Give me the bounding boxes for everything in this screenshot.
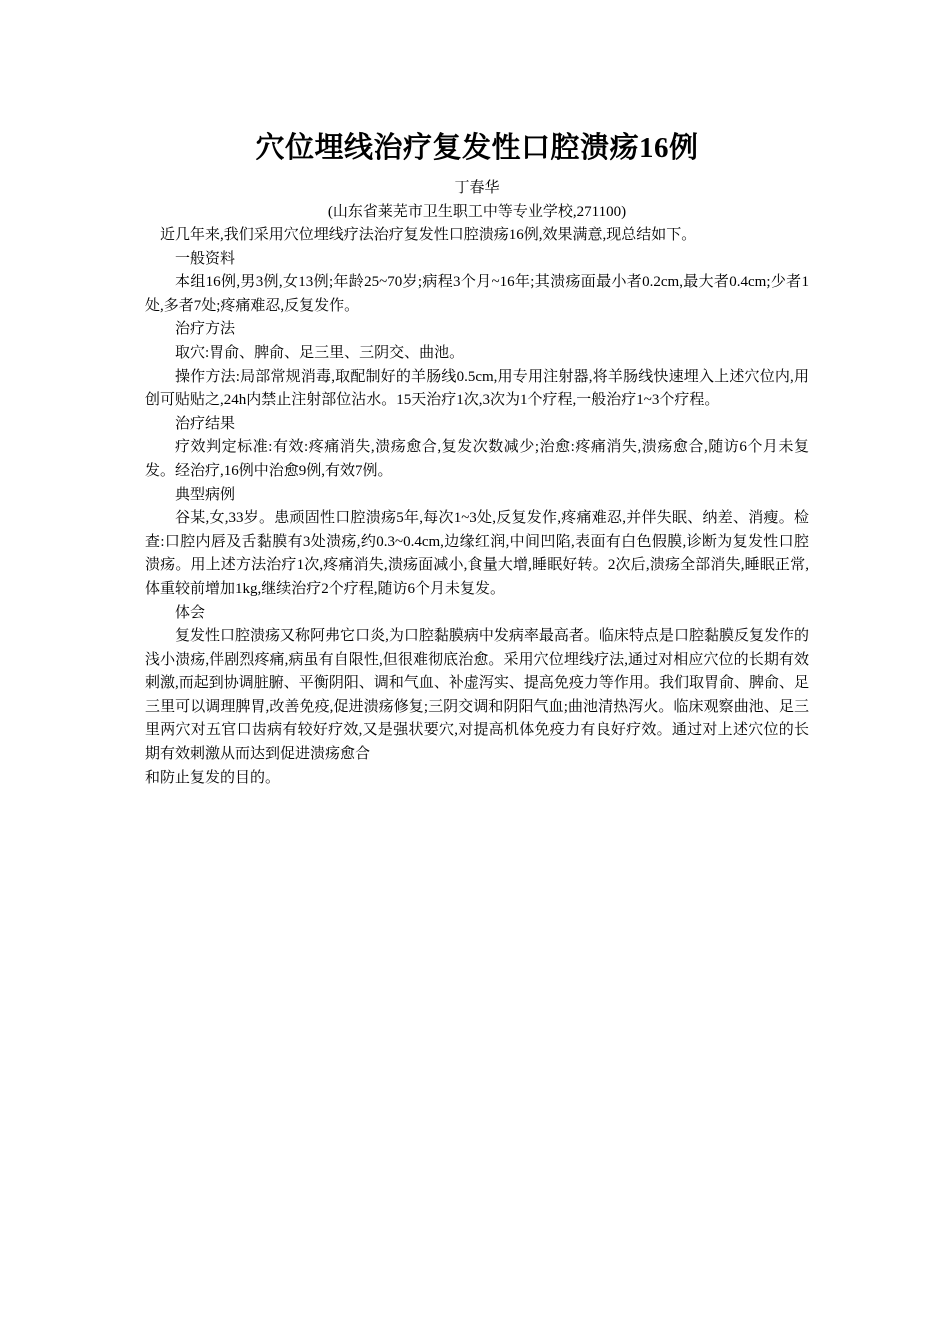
intro-paragraph: 近几年来,我们采用穴位埋线疗法治疗复发性口腔溃疡16例,效果满意,现总结如下。 <box>160 227 697 243</box>
author-name: 丁春华 <box>454 180 500 196</box>
experience-paragraph: 复发性口腔溃疡又称阿弗它口炎,为口腔黏膜病中发病率最高者。临床特点是口腔黏膜反复发作的浅小溃疡,伴剧烈疼痛,病虽有自限性,但很难彻底治愈。采用穴位埋线疗法,通过对相应穴位的长期有效刺激,而起到协调脏腑、平衡阴阳、调和气血、补虚泻实、提高免疫力等作用。我们取胃俞、脾俞、足三里可以调理脾胃,改善免疫,促进溃疡修复;三阴交调和阴阳气血;曲池清热泻火。临床观察曲池、足三里两穴对五官口齿病有较好疗效,又是强状要穴,对提高机体免疫力有良好疗效。通过对上述穴位的长期有效刺激从而达到促进溃疡愈合 <box>145 628 809 763</box>
section-heading-result: 治疗结果 <box>175 415 236 432</box>
general-paragraph: 本组16例,男3例,女13例;年龄25~70岁;病程3个月~16年;其溃疡面最小者0.2cm,最大者0.4cm;少者1处,多者7处;疼痛难忍,反复发作。 <box>145 274 809 314</box>
method-acupoints-paragraph: 取穴:胃俞、脾俞、足三里、三阴交、曲池。 <box>175 344 465 361</box>
experience-closing-line: 和防止复发的目的。 <box>145 769 281 786</box>
result-paragraph: 疗效判定标准:有效:疼痛消失,溃疡愈合,复发次数减少;治愈:疼痛消失,溃疡愈合,随访6个月未复发。经治疗,16例中治愈9例,有效7例。 <box>145 439 809 479</box>
article-title: 穴位埋线治疗复发性口腔溃疡16例 <box>255 132 699 164</box>
case-paragraph: 谷某,女,33岁。患顽固性口腔溃疡5年,每次1~3处,反复发作,疼痛难忍,并伴失眠、纳差、消瘦。检查:口腔内唇及舌黏膜有3处溃疡,约0.3~0.4cm,边缘红润,中间凹陷,表面有白色假膜,诊断为复发性口腔溃疡。用上述方法治疗1次,疼痛消失,溃疡面减小,食量大增,睡眠好转。2次后,溃疡全部消失,睡眠正常,体重较前增加1kg,继续治疗2个疗程,随访6个月未复发。 <box>145 510 809 597</box>
article <box>145 128 809 790</box>
section-heading-general: 一般资料 <box>175 250 236 267</box>
section-heading-case: 典型病例 <box>175 486 236 503</box>
method-operation-paragraph: 操作方法:局部常规消毒,取配制好的羊肠线0.5cm,用专用注射器,将羊肠线快速埋入上述穴位内,用创可贴贴之,24h内禁止注射部位沾水。15天治疗1次,3次为1个疗程,一般治疗1~3个疗程。 <box>145 368 809 409</box>
author-affiliation: (山东省莱芜市卫生职工中等专业学校,271100) <box>327 204 627 220</box>
section-heading-method: 治疗方法 <box>175 321 236 338</box>
section-heading-experience: 体会 <box>175 604 206 621</box>
